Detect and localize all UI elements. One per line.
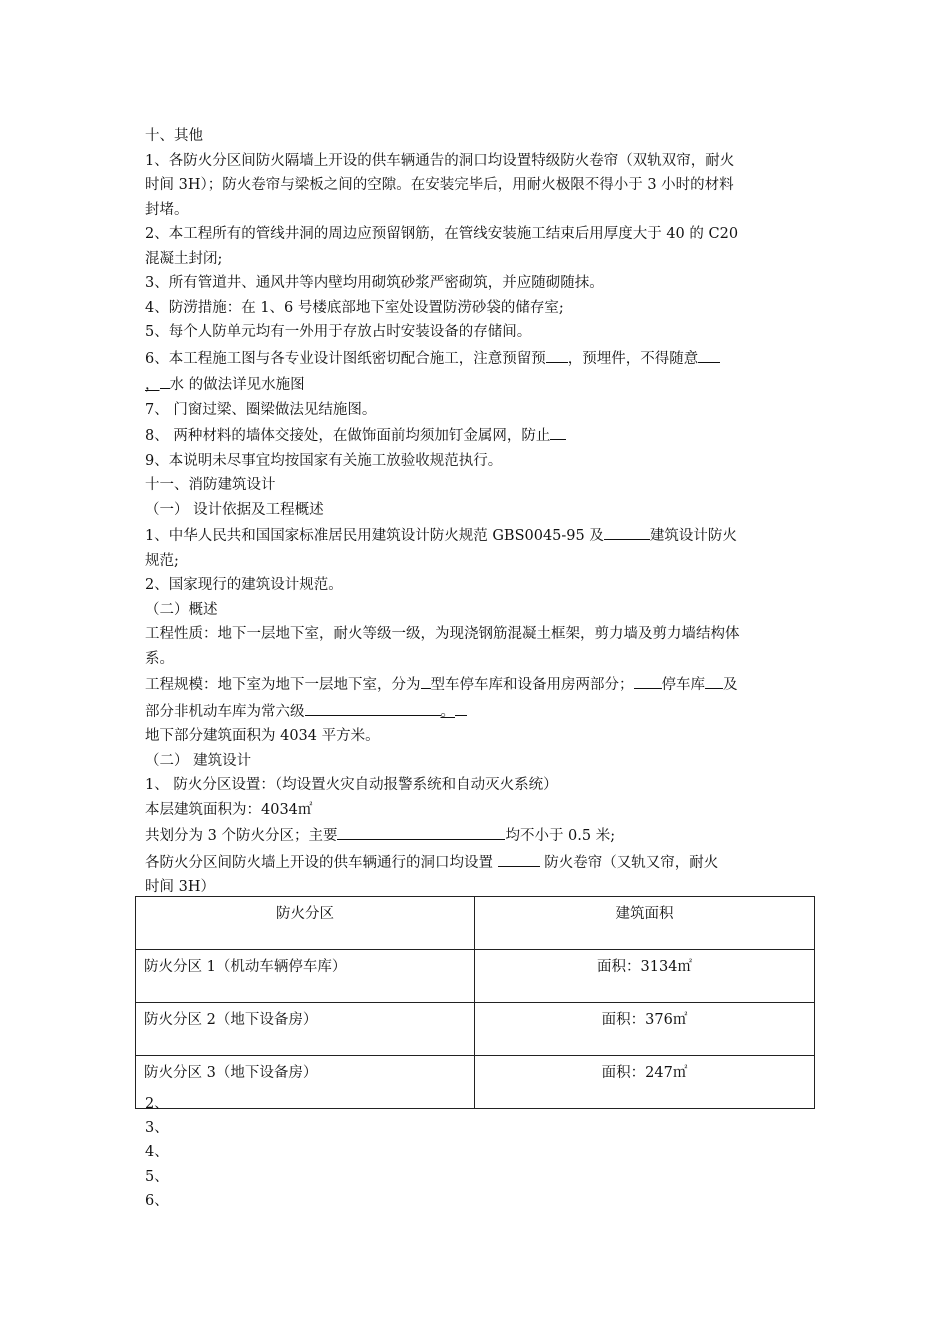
basis-2: 2、国家现行的建筑设计规范。 [145, 577, 343, 593]
para-8 [145, 422, 815, 449]
para-6-text-b: ，预埋件，不得随意 [567, 350, 699, 367]
basis-1-text-b: 建筑设计防火 [649, 528, 737, 544]
para-6-text-a: 6、本工程施工图与各专业设计图纸密切配合施工，注意预留预 [145, 350, 546, 367]
blank-underline [705, 671, 723, 689]
list-item: 4、 [145, 1144, 169, 1161]
blank-underline [337, 822, 505, 840]
para-6-line-1 [145, 345, 815, 372]
table-cell-zone: 防火分区 1（机动车辆停车库） [136, 950, 475, 1003]
blank-underline [421, 671, 431, 689]
blank-underline [305, 698, 441, 716]
section-10-title: 十、其他 [145, 128, 203, 144]
section-11-title: 十一、消防建筑设计 [145, 477, 276, 493]
subsection-2-title: （二）概述 [145, 601, 218, 618]
nature-line-2: 系。 [145, 650, 174, 667]
table-cell-area: 面积：3134㎡ [475, 950, 815, 1003]
para-2-line-2: 混凝土封闭; [145, 250, 223, 267]
para-2-line-1: 2、本工程所有的管线井洞的周边应预留钢筋，在管线安装施工结束后用厚度大于 40 的 C20 [145, 226, 739, 242]
table-cell-area: 面积：247㎡ [475, 1056, 815, 1109]
scale-text-f: 。 [440, 703, 455, 720]
table-header-row [136, 897, 815, 950]
scale-text-d: 及 [723, 677, 738, 693]
design-zones-text-b: 均不小于 0.5 米; [505, 828, 616, 844]
basis-1-line-1 [145, 522, 815, 549]
para-6-text-c: ， [145, 377, 160, 393]
list-item: 5、 [145, 1168, 169, 1185]
table-cell-zone: 防火分区 3（地下设备房） [136, 1056, 475, 1109]
para-3: 3、所有管道井、通风井等内壁均用砌筑砂浆严密砌筑，并应随砌随抹。 [145, 275, 604, 291]
list-item: 6、 [145, 1192, 169, 1209]
scale-line-1 [145, 671, 815, 698]
basis-1-text-a: 1、中华人民共和国国家标准居民用建筑设计防火规范 GBS0045-95 及 [145, 528, 604, 544]
design-shutter-text-a: 各防火分区间防火墙上开设的供车辆通行的洞口均设置 [145, 854, 498, 871]
table-row [136, 950, 815, 1003]
nature-line-1: 工程性质：地下一层地下室，耐火等级一级，为现浇钢筋混凝土框架，剪力墙及剪力墙结构体 [145, 626, 740, 642]
para-1-line-3: 封堵。 [145, 201, 189, 218]
table-row [136, 1003, 815, 1056]
area-line: 地下部分建筑面积为 4034 平方米。 [145, 728, 380, 744]
table-cell-zone: 防火分区 2（地下设备房） [136, 1003, 475, 1056]
design-zones [145, 822, 815, 849]
fire-zone-table [135, 896, 815, 1109]
scale-text-c: 停车库 [661, 677, 705, 693]
design-1: 1、 防火分区设置：（均设置火灾自动报警系统和自动灭火系统） [145, 777, 558, 793]
blank-underline [455, 698, 467, 716]
blank-underline [160, 371, 170, 389]
para-8-text: 8、 两种材料的墙体交接处，在做饰面前均须加钉金属网，防止 [145, 428, 551, 444]
basis-1-line-2: 规范; [145, 552, 179, 569]
design-shutter-line-1 [145, 849, 815, 876]
scale-text-a: 工程规模：地下室为地下一层地下室，分为 [145, 677, 421, 693]
para-6-text-d: 水 的做法详见水施图 [169, 377, 305, 393]
blank-underline [498, 849, 540, 867]
table-row [136, 1056, 815, 1109]
para-1-line-2: 时间 3H）；防火卷帘与梁板之间的空隙。在安装完毕后，用耐火极限不得小于 3 小时的材料 [145, 177, 734, 193]
blank-underline [550, 422, 566, 440]
table-header-area: 建筑面积 [475, 897, 815, 950]
list-item: 3、 [145, 1120, 169, 1137]
para-4: 4、防涝措施：在 1、6 号楼底部地下室处设置防涝砂袋的储存室; [145, 299, 564, 316]
para-6-line-2 [145, 371, 815, 398]
blank-underline [634, 671, 662, 689]
document-body [145, 124, 815, 900]
scale-text-e: 部分非机动车库为常六级 [145, 703, 305, 720]
design-area: 本层建筑面积为：4034㎡ [145, 801, 313, 818]
blank-underline [604, 522, 650, 540]
table-header-zone: 防火分区 [136, 897, 475, 950]
blank-underline [546, 345, 568, 363]
design-shutter-line-2: 时间 3H） [145, 879, 215, 895]
scale-text-b: 型车停车库和设备用房两部分； [430, 677, 634, 693]
scale-line-2 [145, 698, 815, 725]
table-cell-area: 面积：376㎡ [475, 1003, 815, 1056]
design-shutter-text-b: 防火卷帘（又轨又帘，耐火 [539, 854, 719, 871]
para-1-line-1: 1、各防火分区间防火隔墙上开设的供车辆通告的洞口均设置特级防火卷帘（双轨双帘，耐火 [145, 152, 735, 169]
subsection-3-title: （二） 建筑设计 [145, 752, 252, 769]
para-7: 7、 门窗过梁、圈梁做法见结施图。 [145, 401, 377, 418]
blank-underline [698, 345, 720, 363]
para-9: 9、本说明未尽事宜均按国家有关施工放验收规范执行。 [145, 452, 503, 469]
subsection-1-title: （一） 设计依据及工程概述 [145, 501, 324, 518]
list-item: 2、 [145, 1096, 169, 1112]
para-5: 5、每个人防单元均有一外用于存放占时安装设备的存储间。 [145, 324, 532, 340]
trailing-list [145, 1092, 169, 1213]
design-zones-text-a: 共划分为 3 个防火分区；主要 [145, 828, 338, 844]
